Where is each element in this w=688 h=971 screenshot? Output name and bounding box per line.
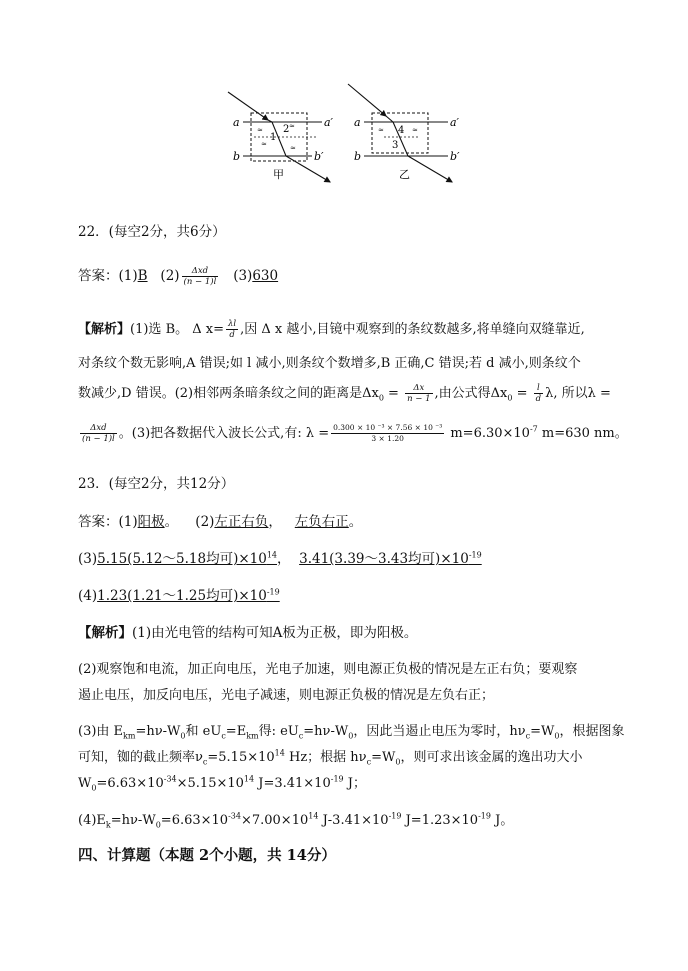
q23-analysis-line-5: 可知，铷的截止频率$\nu_c=5.15\times 10^{14}$ Hz；根据 $h\nu_c=W_0$，则可求出该金属的逸出功大小 — [78, 748, 583, 767]
svg-text:≈: ≈ — [412, 126, 418, 134]
q23-analysis-line-1: 【解析】(1)由光电管的结构可知A板为正极，即为阳极。 — [78, 625, 418, 641]
q23-answer-2b: 左负右正 — [294, 514, 349, 530]
q22-answer-1: B — [137, 268, 148, 284]
q22-header: 22．(每空2分，共6分） — [78, 224, 226, 240]
q22-analysis-line-3: 数减少,D 错误。(2)相邻两条暗条纹之间的距离是$\Delta x_0$ = $\frac{\Delta x}{n - 1}$ ,由公式得$\Delta x_0$ = $\frac{l}{d}$ λ, 所以λ = — [78, 383, 611, 404]
svg-text:≈: ≈ — [378, 126, 384, 134]
q22-answer — [78, 264, 278, 287]
q23-answer-2a: 左正右负 — [214, 514, 269, 530]
fig1-angle-1: 1 — [270, 132, 277, 143]
fig2-label-b-prime: b′ — [450, 150, 460, 163]
q23-answer-1: 阳极 — [137, 514, 165, 530]
svg-text:≈: ≈ — [290, 144, 296, 152]
q23-answer-3a: 5.15(5.12～5.18均可)$\times 10^{14}$ — [97, 550, 278, 567]
q23-answer-line-4: (4)1.23(1.21～1.25均可)$\times 10^{-19}$ — [78, 587, 280, 604]
q22-answer-2-fraction: $\frac{\text{Δxd}}{(n - 1)l}$ — [183, 266, 217, 287]
fig1-angle-2: 2 — [283, 124, 290, 135]
q23-answer-line-3: (3)5.15(5.12～5.18均可)$\times 10^{14}$， 3.41(3.39～3.43均可)$\times 10^{-19}$ — [78, 550, 482, 567]
q23-analysis-line-3: 遏止电压，加反向电压，光电子减速，则电源正负极的情况是左负右正； — [78, 688, 495, 703]
q22-analysis-line-4: $\frac{\text{Δxd}}{(n - 1)l}$ 。(3)把各数据代入波长公式,有: λ = $\frac{\text{0.300 × 10 ⁻³ × 7.56 × 10 ⁻³}}{3 \times 1.20}$ $m=6.30\times 10^{-7}$ m=630 nm。 — [82, 423, 628, 444]
fig2-angle-4: 4 — [398, 125, 405, 136]
svg-text:≈: ≈ — [261, 140, 267, 148]
q23-analysis-line-7: $(4)E_k=h\nu-W_0=6.63\times 10^{-34}\times 7.00\times 10^{14}$ $J-3.41\times 10^{-19}$ $J=1.23\times 10^{-19}$ J。 — [78, 811, 514, 830]
q23-analysis-line-2: (2)观察饱和电流，加正向电压，光电子加速，则电源正负极的情况是左正右负；要观察 — [78, 662, 578, 677]
fig1-label-b: b — [233, 150, 241, 163]
fig2-angle-3: 3 — [392, 140, 399, 151]
fig1-caption: 甲 — [273, 168, 284, 181]
q22-answer-2-label: (2) — [160, 268, 180, 284]
svg-text:≈: ≈ — [257, 126, 263, 134]
q23-analysis-line-4: (3)由 $E_{km}=h\nu-W_0$和 $eU_c=E_{km}$得: $eU_c=h\nu-W_0$，因此当遏止电压为零时，$h\nu_c=W_0$，根据图象 — [78, 724, 625, 741]
refraction-figures — [0, 70, 688, 190]
fig2-label-a-prime: a′ — [450, 116, 460, 129]
q22-answer-prefix: 答案：(1) — [78, 268, 138, 284]
fig1-label-a-prime: a′ — [324, 116, 334, 129]
figure-jia — [228, 92, 334, 182]
fig2-caption: 乙 — [399, 168, 410, 181]
q22-analysis-line-1: 【解析】(1)选 B。 Δ x= $\frac{\lambda l}{d}$ ,因 Δ x 越小,目镜中观察到的条纹数越多,将单缝向双缝靠近, — [78, 319, 585, 340]
section-4-title: 四、计算题（本题 2个小题，共 14分） — [78, 847, 336, 864]
q23-answer-3b: 3.41(3.39～3.43均可)$\times 10^{-19}$ — [299, 550, 482, 567]
figure-yi — [348, 84, 460, 182]
fig1-label-a: a — [233, 116, 240, 129]
q23-answer-4: 1.23(1.21～1.25均可)$\times 10^{-19}$ — [97, 587, 280, 604]
q22-answer-3-label: (3) — [233, 268, 253, 284]
fig2-label-b: b — [354, 150, 362, 163]
q23-analysis-line-6: $W_0=6.63\times 10^{-34}\times 5.15\times 10^{14}$ $J=3.41\times 10^{-19}$ J； — [78, 774, 366, 793]
fig1-label-b-prime: b′ — [314, 150, 324, 163]
q22-analysis-tag: 【解析】 — [78, 322, 131, 337]
svg-text:≈: ≈ — [289, 122, 295, 130]
q23-header: 23．(每空2分，共12分） — [78, 476, 235, 492]
q22-analysis-line-2: 对条纹个数无影响,A 错误;如 l 减小,则条纹个数增多,B 正确,C 错误;若 d 减小,则条纹个 — [78, 356, 581, 371]
q22-answer-3: 630 — [252, 268, 279, 284]
q23-analysis-tag: 【解析】 — [78, 625, 132, 641]
fig2-label-a: a — [354, 116, 361, 129]
q23-answer-line-1: 答案：(1)阳极。 (2)左正右负， 左负右正。 — [78, 514, 363, 530]
